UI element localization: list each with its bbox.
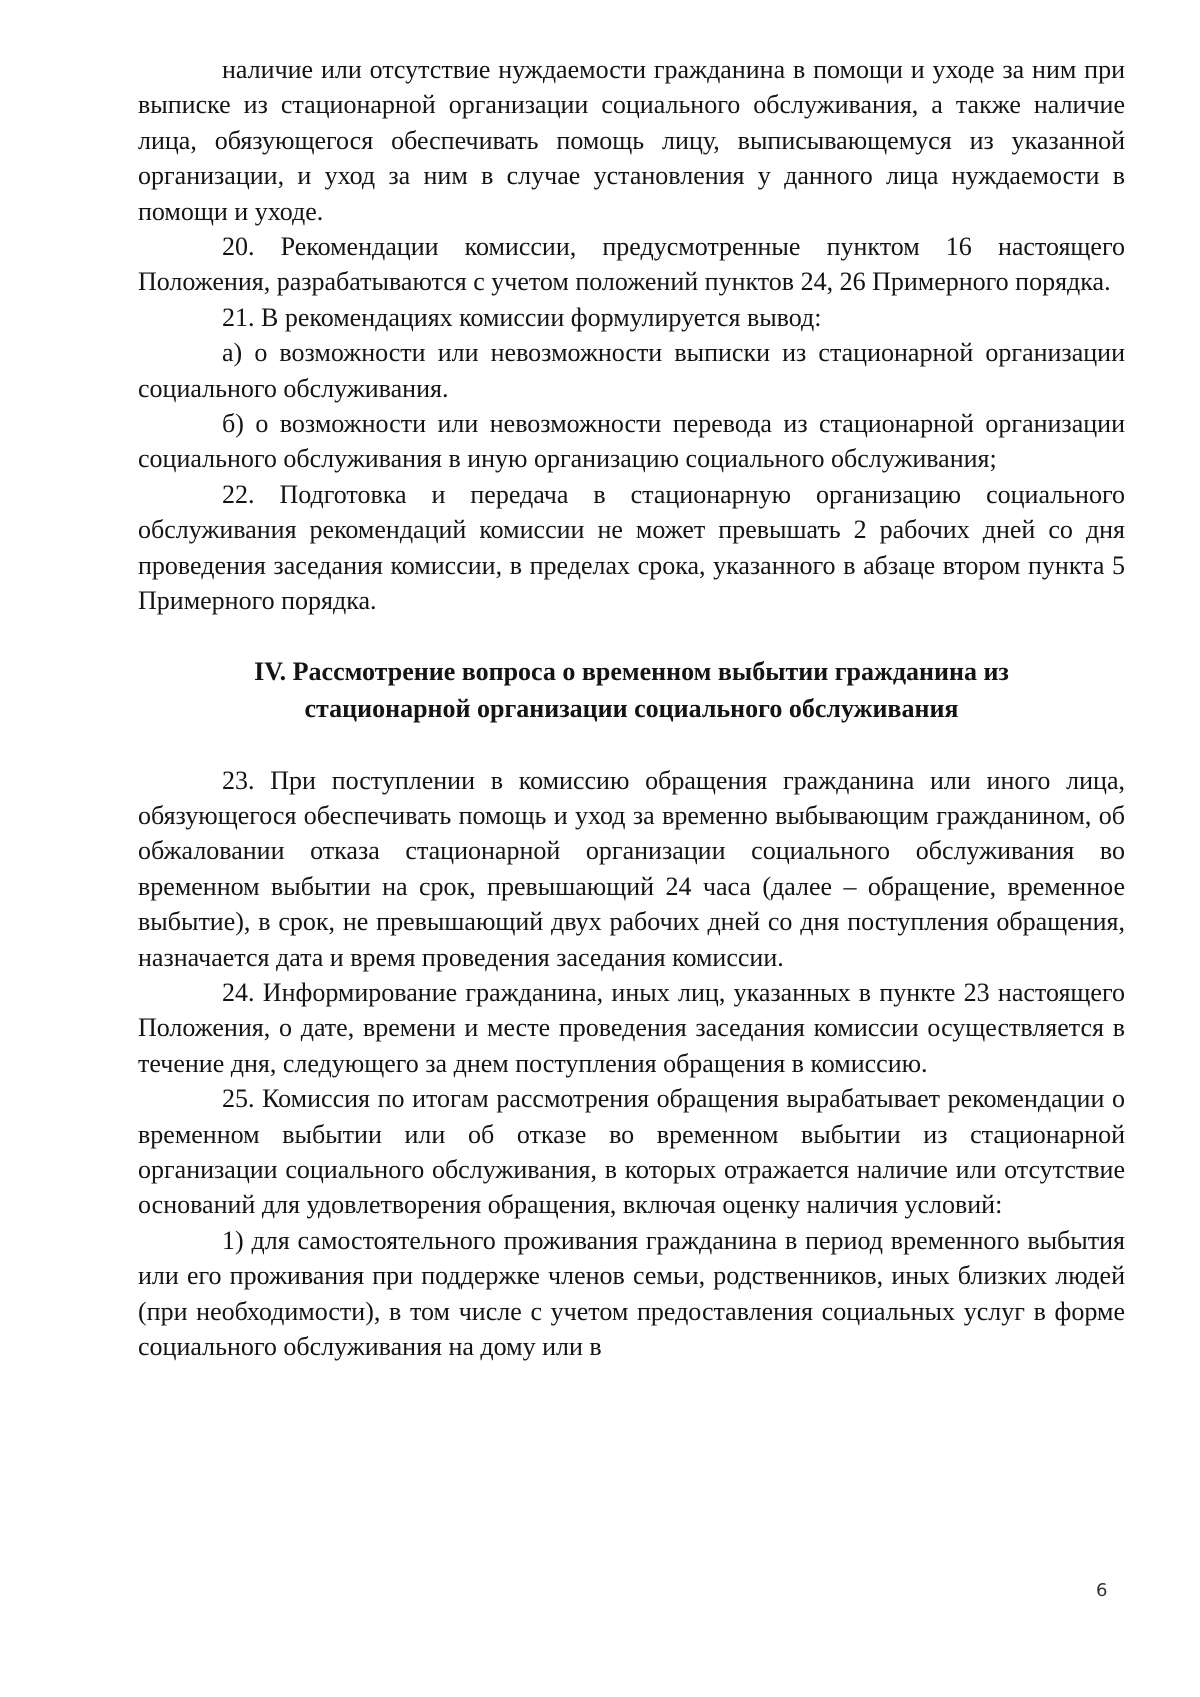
paragraph-25: 25. Комиссия по итогам рассмотрения обращения вырабатывает рекомендации о временном выбытии или об отказе во временном выбытии из стационарной организации социального обслуживания, в которых отражается наличие или отсутствие оснований для удовлетворения обращения, включая оценку наличия условий: xyxy=(138,1084,1125,1220)
spacer xyxy=(138,727,1125,763)
section-heading-line-1: IV. Рассмотрение вопроса о временном выбытии гражданина из xyxy=(254,656,1009,686)
paragraph-25-1: 1) для самостоятельного проживания гражданина в период временного выбытия или его проживания при поддержке членов семьи, родственников, иных близких людей (при необходимости), в том числе с учетом предоставления социальных услуг в форме социального обслуживания на дому или в xyxy=(138,1225,1125,1361)
paragraph-21: 21. В рекомендациях комиссии формулируется вывод: xyxy=(222,302,822,332)
paragraph-21-a: а) о возможности или невозможности выписки из стационарной организации социального обслуживания. xyxy=(138,338,1125,403)
paragraph-24: 24. Информирование гражданина, иных лиц, указанных в пункте 23 настоящего Положения, о дате, времени и месте проведения заседания комиссии осуществляется в течение дня, следующего за днем поступления обращения в комиссию. xyxy=(138,977,1125,1078)
paragraph-continuation: наличие или отсутствие нуждаемости гражданина в помощи и уходе за ним при выписке из стационарной организации социального обслуживания, а также наличие лица, обязующегося обеспечивать помощь лицу, выписывающемуся из указанной организации, и уход за ним в случае установления у данного лица нуждаемости в помощи и уходе. xyxy=(138,55,1125,226)
section-heading xyxy=(138,653,1125,727)
paragraph-22: 22. Подготовка и передача в стационарную организацию социального обслуживания рекомендаций комиссии не может превышать 2 рабочих дней со дня проведения заседания комиссии, в пределах срока, указанного в абзаце втором пункта 5 Примерного порядка. xyxy=(138,479,1125,616)
paragraph-21-b: б) о возможности или невозможности перевода из стационарной организации социального обслуживания в иную организацию социального обслуживания; xyxy=(138,409,1125,474)
paragraph-23: 23. При поступлении в комиссию обращения гражданина или иного лица, обязующегося обеспечивать помощь и уход за временно выбывающим гражданином, об обжаловании отказа стационарной организации социального обслуживания во временном выбытии на срок, превышающий 24 часа (далее – обращение, временное выбытие), в срок, не превышающий двух рабочих дней со дня поступления обращения, назначается дата и время проведения заседания комиссии. xyxy=(138,765,1125,972)
section-heading-line-2: стационарной организации социального обслуживания xyxy=(304,693,959,723)
page-number: 6 xyxy=(1096,1580,1108,1601)
document-page xyxy=(138,52,1125,1364)
paragraph-20: 20. Рекомендации комиссии, предусмотренные пунктом 16 настоящего Положения, разрабатываются с учетом положений пунктов 24, 26 Примерного порядка. xyxy=(138,232,1125,297)
